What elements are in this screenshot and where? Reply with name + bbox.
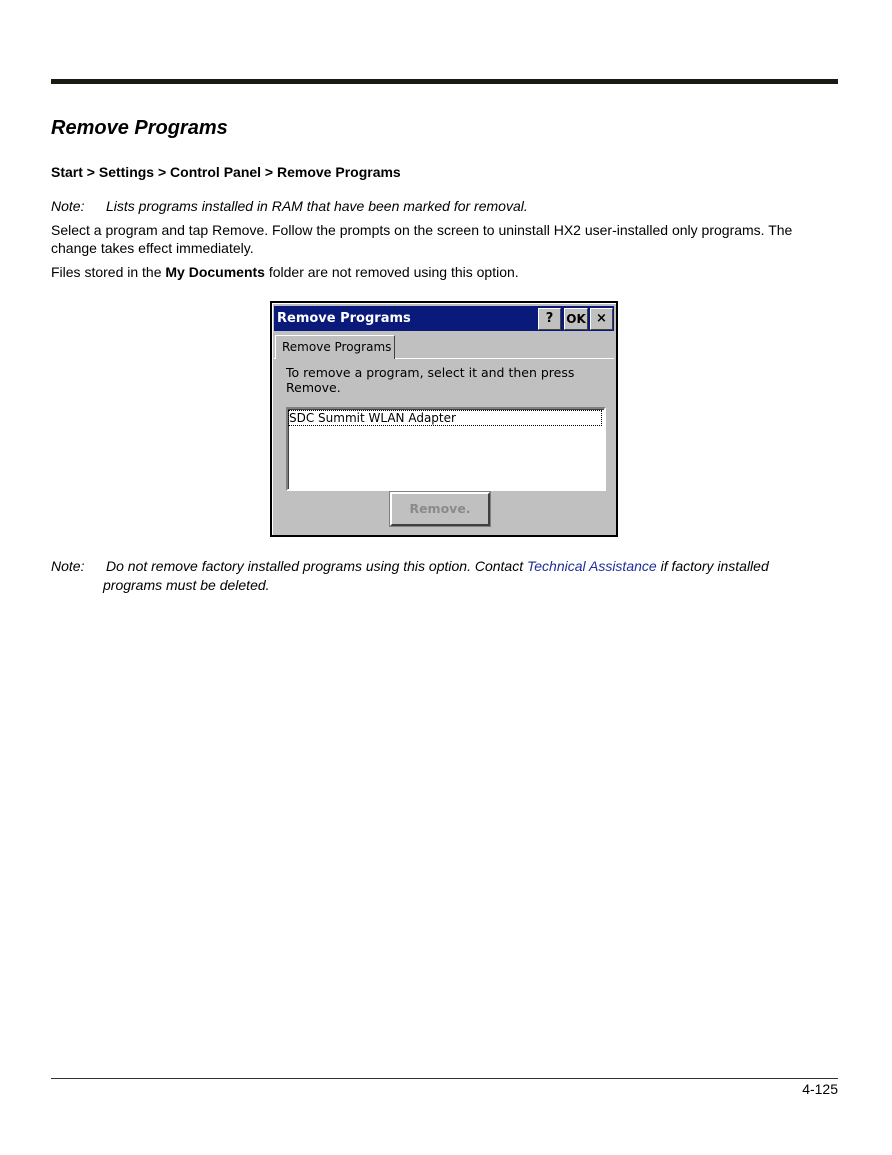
page-number: 4-125 (802, 1081, 838, 1097)
dialog-instruction: To remove a program, select it and then press Remove. (286, 365, 575, 395)
tab-label: Remove Programs (282, 340, 392, 354)
tab-remove-programs[interactable] (275, 335, 395, 359)
para-text-pre: Files stored in the (51, 264, 166, 280)
top-rule (51, 79, 838, 84)
note-text-pre: Do not remove factory installed programs using this option. Contact (106, 558, 527, 574)
instructions-paragraph: Select a program and tap Remove. Follow the prompts on the screen to uninstall HX2 user-installed only programs. The change takes effect immediately. (51, 222, 793, 256)
my-documents-bold: My Documents (165, 264, 265, 280)
note-text-continued: programs must be deleted. (103, 577, 270, 593)
programs-listbox[interactable] (286, 407, 606, 491)
note-text: Lists programs installed in RAM that have been marked for removal. (106, 198, 528, 214)
list-item[interactable]: SDC Summit WLAN Adapter (289, 411, 601, 425)
ok-button[interactable]: OK (564, 308, 588, 330)
page-title: Remove Programs (51, 117, 228, 139)
my-documents-paragraph (51, 263, 811, 281)
note-label: Note: (51, 198, 85, 214)
dialog-title: Remove Programs (277, 311, 411, 326)
note-label: Note: (51, 558, 85, 574)
technical-assistance-link[interactable]: Technical Assistance (526, 558, 657, 574)
close-button[interactable]: × (590, 308, 613, 330)
dialog-titlebar (274, 306, 614, 331)
footer-rule (51, 1078, 838, 1079)
para-text-post: folder are not removed using this option. (264, 264, 519, 280)
remove-button[interactable]: Remove. (390, 492, 490, 526)
note-factory (51, 557, 811, 595)
note-ram (51, 197, 528, 216)
remove-programs-dialog (270, 301, 618, 537)
note-text-post: if factory installed (656, 558, 769, 574)
help-button[interactable]: ? (538, 308, 561, 330)
breadcrumb: Start > Settings > Control Panel > Remove Programs (51, 164, 401, 180)
